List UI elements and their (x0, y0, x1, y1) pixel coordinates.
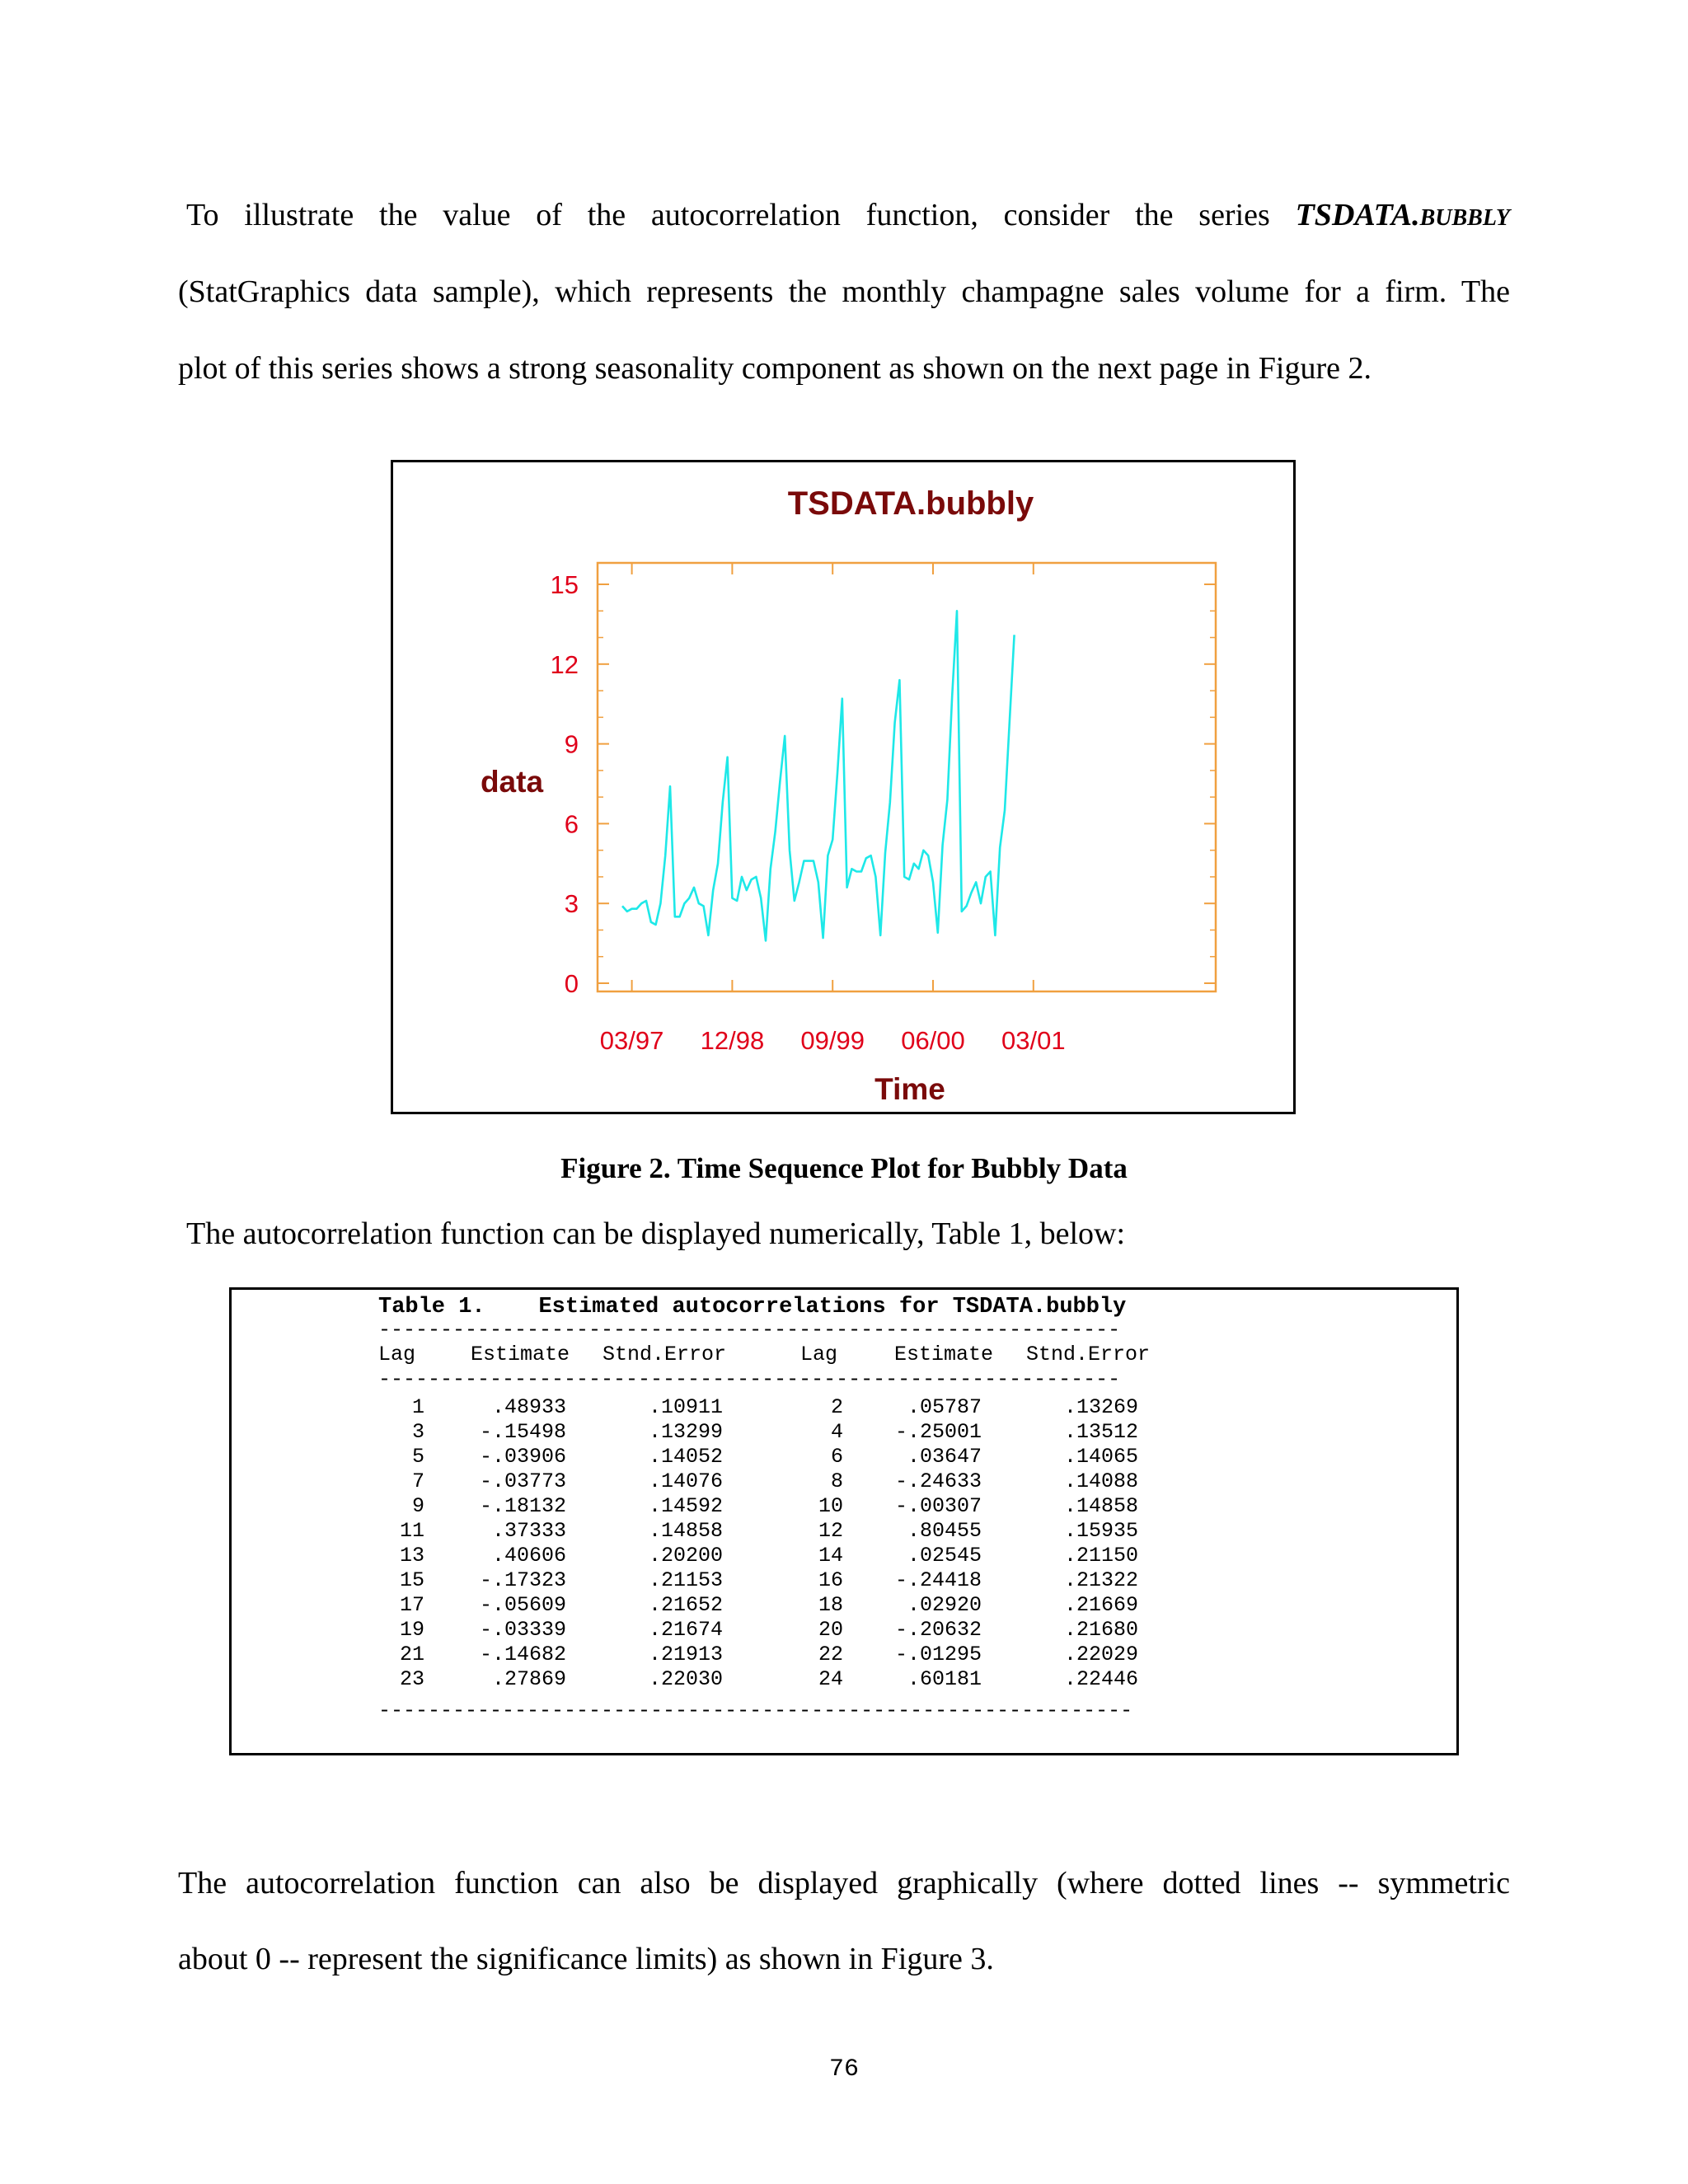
cell-stderr-b: .13269 (1063, 1395, 1138, 1419)
cell-stderr-b: .21669 (1063, 1593, 1138, 1617)
cell-estimate-b: .03647 (907, 1445, 982, 1469)
table-number: Table 1. (378, 1295, 485, 1319)
cell-lag-b: 8 (830, 1469, 843, 1493)
table-title (378, 1295, 1126, 1319)
cell-stderr-a: .22030 (648, 1667, 723, 1691)
cell-lag-b: 2 (830, 1395, 843, 1419)
cell-stderr-b: .14088 (1063, 1469, 1138, 1493)
table-intro: The autocorrelation function can be displayed numerically, Table 1, below: (186, 1216, 1126, 1251)
figure-2-chart (391, 460, 1296, 1114)
cell-lag-b: 12 (818, 1519, 843, 1543)
cell-lag-b: 14 (818, 1544, 843, 1568)
cell-lag-a: 17 (399, 1593, 424, 1617)
intro-line-3: plot of this series shows a strong seasonality component as shown on the next page in Figure 2. (178, 351, 1372, 386)
cell-stderr-a: .20200 (648, 1544, 723, 1568)
series-line (622, 611, 1015, 940)
cell-estimate-b: .02545 (907, 1544, 982, 1568)
x-tick-label: 03/01 (1001, 1026, 1066, 1055)
cell-lag-b: 20 (818, 1618, 843, 1642)
series-name-smallcaps: BUBBLY (1419, 205, 1511, 231)
cell-lag-a: 13 (399, 1544, 424, 1568)
figure-caption: Figure 2. Time Sequence Plot for Bubbly Data (560, 1152, 1128, 1184)
x-axis-ticks (600, 1026, 1066, 1055)
cell-stderr-b: .21322 (1063, 1568, 1138, 1592)
chart-title: TSDATA.bubbly (787, 485, 1034, 522)
x-tick-label: 09/99 (800, 1026, 865, 1055)
cell-stderr-a: .21153 (648, 1568, 723, 1592)
cell-stderr-a: .21674 (648, 1618, 723, 1642)
cell-estimate-b: .80455 (907, 1519, 982, 1543)
cell-lag-a: 1 (411, 1395, 424, 1419)
cell-stderr-b: .21150 (1063, 1544, 1138, 1568)
cell-stderr-a: .14858 (648, 1519, 723, 1543)
series-name-main: TSDATA. (1295, 198, 1420, 232)
cell-estimate-b: .02920 (907, 1593, 982, 1617)
cell-lag-a: 15 (399, 1568, 424, 1592)
cell-stderr-b: .15935 (1063, 1519, 1138, 1543)
cell-estimate-a: .48933 (491, 1395, 566, 1419)
header-estimate-2: Estimate (894, 1343, 994, 1366)
cell-estimate-a: -.17323 (479, 1568, 566, 1592)
cell-lag-b: 22 (818, 1643, 843, 1666)
cell-estimate-b: .60181 (907, 1667, 982, 1691)
cell-lag-b: 16 (818, 1568, 843, 1592)
cell-estimate-a: .40606 (491, 1544, 566, 1568)
cell-lag-b: 18 (818, 1593, 843, 1617)
cell-stderr-a: .21652 (648, 1593, 723, 1617)
cell-estimate-b: -.20632 (894, 1618, 982, 1642)
cell-lag-a: 11 (399, 1519, 424, 1543)
cell-estimate-a: -.03339 (479, 1618, 566, 1642)
cell-lag-a: 23 (399, 1667, 424, 1691)
y-axis-label: data (480, 765, 544, 799)
header-stderr-2: Stnd.Error (1026, 1343, 1151, 1366)
cell-estimate-b: -.24633 (894, 1469, 982, 1493)
y-axis-ticks (551, 570, 579, 998)
intro-line-1-text: To illustrate the value of the autocorrelation function, consider the series (186, 198, 1270, 232)
x-axis-label: Time (874, 1072, 945, 1106)
table-header-row (378, 1343, 1285, 1367)
x-tick-label: 03/97 (599, 1026, 664, 1055)
y-tick-label: 0 (564, 969, 579, 998)
plot-frame (598, 563, 1216, 991)
cell-estimate-b: -.25001 (894, 1420, 982, 1444)
header-estimate-1: Estimate (471, 1343, 570, 1366)
cell-estimate-a: -.18132 (479, 1494, 566, 1518)
cell-lag-a: 19 (399, 1618, 424, 1642)
cell-stderr-a: .21913 (648, 1643, 723, 1666)
cell-lag-b: 24 (818, 1667, 843, 1691)
outro-line-2: about 0 -- represent the significance limits) as shown in Figure 3. (178, 1942, 994, 1976)
cell-lag-b: 6 (830, 1445, 843, 1469)
cell-stderr-a: .10911 (648, 1395, 723, 1419)
cell-estimate-a: -.03773 (479, 1469, 566, 1493)
table-title-text: Estimated autocorrelations for TSDATA.bubbly (538, 1295, 1127, 1319)
header-lag-2: Lag (800, 1343, 838, 1366)
cell-lag-b: 4 (830, 1420, 843, 1444)
y-tick-label: 3 (564, 889, 579, 919)
cell-estimate-a: -.05609 (479, 1593, 566, 1617)
header-lag-1: Lag (378, 1343, 416, 1366)
cell-estimate-a: -.15498 (479, 1420, 566, 1444)
intro-line-2: (StatGraphics data sample), which represents the monthly champagne sales volume for a firm. The (178, 274, 1510, 309)
cell-lag-a: 5 (411, 1445, 424, 1469)
cell-stderr-a: .14592 (648, 1494, 723, 1518)
cell-estimate-b: .05787 (907, 1395, 982, 1419)
cell-stderr-b: .14858 (1063, 1494, 1138, 1518)
table-rule-bottom: ------------------------------------------------------------- (378, 1699, 1133, 1722)
outro-line-1: The autocorrelation function can also be displayed graphically (where dotted lines -- symmetric (178, 1866, 1510, 1900)
time-sequence-plot (393, 462, 1293, 1112)
x-tick-label: 06/00 (901, 1026, 965, 1055)
cell-estimate-a: -.03906 (479, 1445, 566, 1469)
cell-estimate-a: -.14682 (479, 1643, 566, 1666)
cell-estimate-a: .27869 (491, 1667, 566, 1691)
y-tick-label: 9 (564, 729, 579, 759)
minor-ticks (598, 563, 1216, 991)
cell-stderr-b: .13512 (1063, 1420, 1138, 1444)
cell-stderr-a: .13299 (648, 1420, 723, 1444)
cell-estimate-b: -.00307 (894, 1494, 982, 1518)
cell-lag-a: 21 (399, 1643, 424, 1666)
page-number: 76 (828, 2055, 859, 2083)
table-rule-top: ------------------------------------------------------------ (378, 1318, 1121, 1342)
intro-line-1 (186, 199, 1510, 234)
cell-stderr-a: .14076 (648, 1469, 723, 1493)
cell-estimate-b: -.01295 (894, 1643, 982, 1666)
cell-lag-a: 3 (411, 1420, 424, 1444)
cell-lag-b: 10 (818, 1494, 843, 1518)
cell-stderr-b: .14065 (1063, 1445, 1138, 1469)
y-tick-label: 15 (550, 570, 579, 599)
cell-lag-a: 7 (411, 1469, 424, 1493)
cell-stderr-b: .21680 (1063, 1618, 1138, 1642)
table-rule-mid: ------------------------------------------------------------ (378, 1367, 1121, 1391)
cell-stderr-b: .22446 (1063, 1667, 1138, 1691)
y-tick-label: 12 (550, 649, 579, 679)
cell-estimate-b: -.24418 (894, 1568, 982, 1592)
cell-lag-a: 9 (411, 1494, 424, 1518)
series-name (1296, 198, 1510, 232)
header-stderr-1: Stnd.Error (603, 1343, 727, 1366)
cell-stderr-b: .22029 (1063, 1643, 1138, 1666)
x-tick-label: 12/98 (700, 1026, 765, 1055)
autocorrelation-table (229, 1287, 1459, 1755)
cell-stderr-a: .14052 (648, 1445, 723, 1469)
y-tick-label: 6 (564, 809, 579, 839)
cell-estimate-a: .37333 (491, 1519, 566, 1543)
